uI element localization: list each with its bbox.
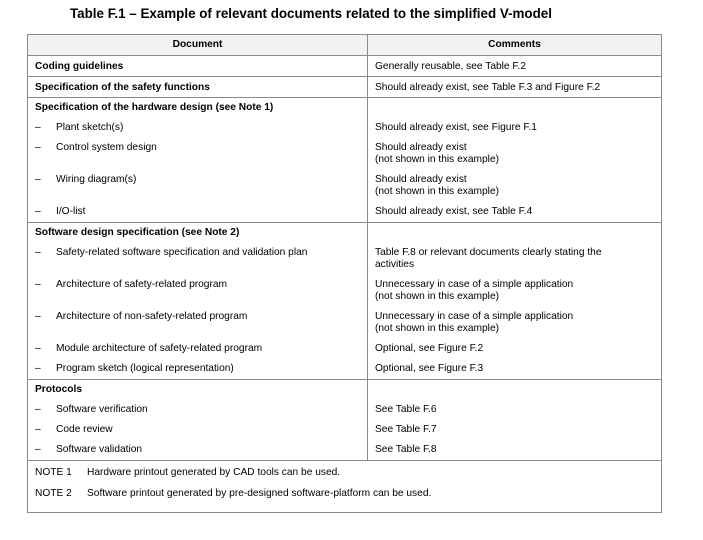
item-comment: Optional, see Figure F.3 [375, 363, 484, 374]
item-label: Software verification [56, 404, 148, 415]
item-comment: Should already exist, see Figure F.1 [375, 122, 537, 133]
document-cell: Specification of the safety functions [28, 77, 368, 98]
comment-cell [368, 380, 662, 461]
group-heading: Software design specification (see Note 2) [35, 227, 240, 238]
note-label: NOTE 2 [35, 488, 72, 499]
dash-bullet: – [35, 174, 41, 185]
notes-row [28, 461, 662, 513]
list-item [35, 363, 360, 375]
item-label: Software validation [56, 444, 143, 455]
dash-bullet: – [35, 279, 41, 290]
dash-bullet: – [35, 363, 41, 374]
documents-table [27, 34, 662, 513]
item-label: Control system design [56, 142, 157, 153]
item-label: Architecture of non-safety-related program [56, 311, 248, 322]
dash-bullet: – [35, 444, 41, 455]
item-comment: Should already exist (not shown in this example) [375, 174, 500, 197]
dash-bullet: – [35, 424, 41, 435]
item-comment: See Table F.6 [375, 404, 437, 415]
header-document: Document [28, 35, 368, 56]
document-cell [28, 380, 368, 461]
item-comment: Table F.8 or relevant documents clearly stating the activities [375, 247, 602, 270]
dash-bullet: – [35, 404, 41, 415]
item-comment: Should already exist (not shown in this example) [375, 142, 500, 165]
table-row-group [28, 380, 662, 461]
group-heading: Specification of the hardware design (see Note 1) [35, 102, 274, 113]
item-label: I/O-list [56, 206, 86, 217]
table-row-group [28, 223, 662, 380]
table-title: Table F.1 – Example of relevant documents related to the simplified V-model [70, 6, 552, 21]
comment-cell: Generally reusable, see Table F.2 [368, 56, 662, 77]
list-item [35, 174, 360, 186]
table-row [28, 77, 662, 98]
list-item [35, 444, 360, 456]
list-item [35, 343, 360, 355]
list-item [35, 247, 360, 259]
item-label: Wiring diagram(s) [56, 174, 137, 185]
item-label: Program sketch (logical representation) [56, 363, 234, 374]
note [35, 488, 654, 500]
list-item [35, 311, 360, 323]
item-comment: See Table F.7 [375, 424, 437, 435]
document-cell [28, 98, 368, 223]
header-comments: Comments [368, 35, 662, 56]
list-item [35, 279, 360, 291]
note-label: NOTE 1 [35, 467, 72, 478]
item-comment: Unnecessary in case of a simple application (not shown in this example) [375, 279, 574, 302]
dash-bullet: – [35, 122, 41, 133]
item-comment: Unnecessary in case of a simple application (not shown in this example) [375, 311, 574, 334]
notes-cell [28, 461, 662, 513]
document-cell: Coding guidelines [28, 56, 368, 77]
comment-cell: Should already exist, see Table F.3 and Figure F.2 [368, 77, 662, 98]
item-comment: Optional, see Figure F.2 [375, 343, 484, 354]
comment-cell [368, 98, 662, 223]
table-row [28, 56, 662, 77]
item-comment: Should already exist, see Table F.4 [375, 206, 533, 217]
item-comment: See Table F.8 [375, 444, 437, 455]
list-item [35, 404, 360, 416]
item-label: Safety-related software specification and validation plan [56, 247, 308, 258]
list-item [35, 206, 360, 218]
note-text: Hardware printout generated by CAD tools can be used. [87, 467, 341, 478]
dash-bullet: – [35, 142, 41, 153]
dash-bullet: – [35, 311, 41, 322]
item-label: Code review [56, 424, 113, 435]
document-cell [28, 223, 368, 380]
list-item [35, 122, 360, 134]
item-label: Plant sketch(s) [56, 122, 124, 133]
list-item [35, 142, 360, 154]
note-text: Software printout generated by pre-designed software-platform can be used. [87, 488, 432, 499]
list-item [35, 424, 360, 436]
note [35, 467, 654, 479]
table-row-group [28, 98, 662, 223]
item-label: Module architecture of safety-related program [56, 343, 263, 354]
comment-cell [368, 223, 662, 380]
dash-bullet: – [35, 206, 41, 217]
group-heading: Protocols [35, 384, 82, 395]
dash-bullet: – [35, 247, 41, 258]
item-label: Architecture of safety-related program [56, 279, 227, 290]
dash-bullet: – [35, 343, 41, 354]
header-row [28, 35, 662, 56]
